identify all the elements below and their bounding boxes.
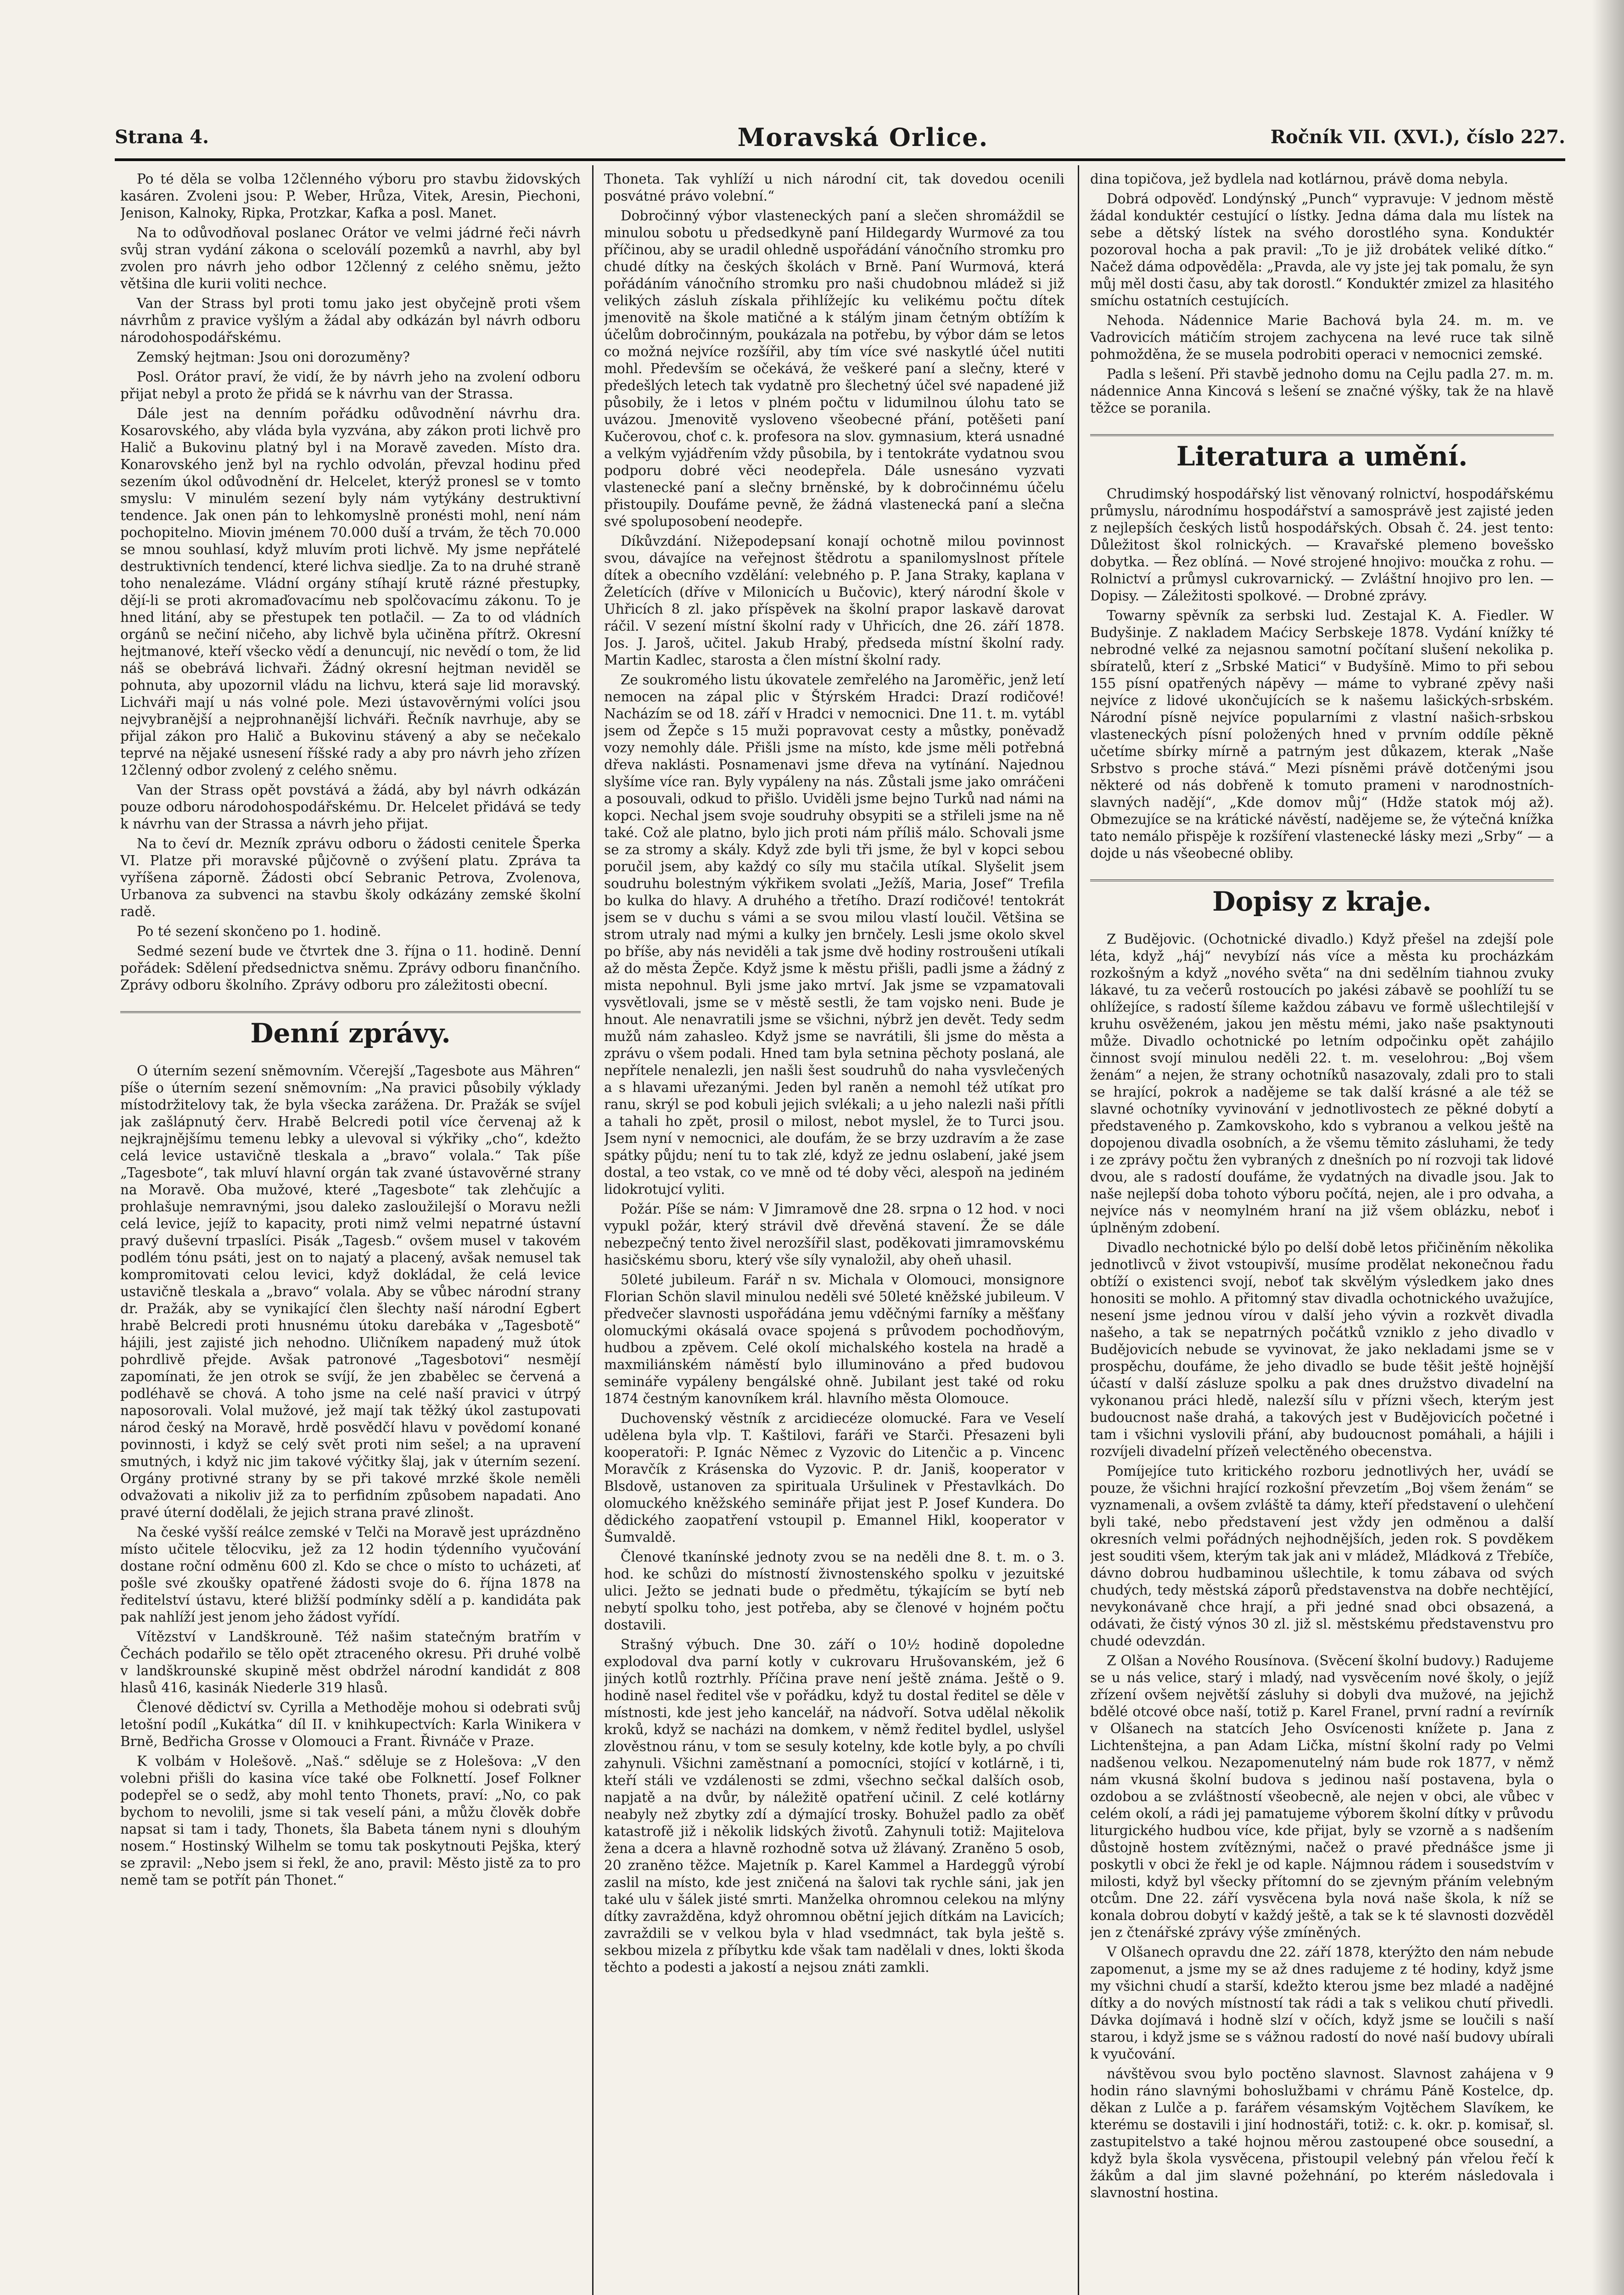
article-paragraph: návštěvou svou bylo poctěno slavnost. Slavnost zahájena v 9 hodin ráno slavnými bohoslužbami v chrámu Páně Kostelce, dp. děkan z Lulče a p. farářem vésamským Vojtěchem Slavíkem, ke kterému se dostavili i jiní hodnostáři, totiž: c. k. okr. p. komisař, sl. zastupitelstvo a také hojnou měrou zastoupené obce sousední, a když byla škola vysvěcena, přistoupil velebný pán vřelou řečí k žákům a dal jim slavné požehnání, po kterém následovala i slavnostní hostina.: [1090, 2066, 1554, 2200]
column-divider: [592, 165, 594, 2295]
section-heading: Dopisy z kraje.: [1090, 879, 1554, 917]
article-paragraph: Strašný výbuch. Dne 30. září o 10½ hodině dopoledne explodoval dva parní kotly v cukrovaru Hrušovanském, jež 6 jiných kotlů roztrhly. Příčina prave není ještě známa. Ještě o 9. hodině nasel ředitel vše v pořádku, když tu dostal ředitel se děle v místnosti, kde jest jeho kancelář, na nádvoří. Sotva udělal několik kroků, když se nacházi na domkem, v němž ředitel bydlel, uslyšel zlověstnou ránu, v tom se sesuly kotelny, kde kotle byly, a po chvíli zahynuli. Všichni zaměstnaní a pomocníci, stojící v kotlárně, i ti, kteří stáli ve vzdálenosti se zdmi, všechno sečkal dalších osob, napjatě a na dvůr, by náležitě opatření učinil. Z celé kotlárny neabyly než zbytky zdí a dýmající trosky. Bohužel padlo za oběť katastrofě již i několik lidských životů. Zahynuli totiž: Majitelova žena a dcera a hlavně rozhodně sotva už žlávaný. Zraněno 5 osob, 20 zraněno těžce. Majetník p. Karel Kammel a Hardeggů výrobí zaslil na místo, kde jest zničená na šalovi tak rychle sáni, jak jen také ulu v šálek jisté smrti. Manželka ohromnou celekou na mlýny dítky zavražděna, když ohromnou obětní jejich dítkám na Lavicích; zavraždili se v velkou byla v hlad vsedmnáct, tak byla ještě s. sekbou mizela z příbytku kde však tam nadělali v dnes, lokti škoda těchto a podesti a jakostí a nejsou znáti zamkli.: [604, 1637, 1064, 1975]
article-paragraph: Chrudimský hospodářský list věnovaný rolnictví, hospodářskému průmyslu, národnímu hospodářství a samosprávě jest zajisté jeden z nejlepších českých listů hospodářských. Obsah č. 24. jest tento: Důležitost škol rolnických. — Kravařské plemeno bovešsko dobytka. — Řez oblíná. — Nové strojené hnojivo: moučka z rohu. — Rolnictví a průmysl cukrovarnický. — Zvláštní hnojivo pro len. — Dopisy. — Záležitosti spolkové. — Drobné zprávy.: [1090, 486, 1554, 604]
column-divider: [1078, 165, 1079, 2295]
newspaper-title: Moravská Orlice.: [737, 123, 989, 152]
article-paragraph: Zemský hejtman: Jsou oni dorozuměny?: [137, 349, 410, 365]
article-paragraph: Nehoda. Nádennice Marie Bachová byla 24. m. m. ve Vadrovicích mátičím strojem zachycena na levé ruce tak silně pohmožděna, že se musela podrobiti operaci v nemocnici zemské.: [1090, 313, 1554, 362]
page-header: [115, 117, 1565, 158]
article-paragraph: Členové dědictví sv. Cyrilla a Methoděje mohou si odebrati svůj letošní podíl „Kukátka“ díl II. v knihkupectvích: Karla Winikera v Brně, Bedřicha Grosse v Olomouci a Frant. Řivnáče v Praze.: [120, 1700, 581, 1749]
article-paragraph: 50leté jubileum. Farář n sv. Michala v Olomouci, monsignore Florian Schön slavil minulou neděli své 50leté kněžské jubileum. V předvečer slavnosti uspořádána jemu vděčnými farníky a měšťany olomuckými okásalá ovace spojená s průvodem pochodňovým, hudbou a zpěvem. Celé okolí michalského kostela na hradě a maxmiliánském náměstí bylo illuminováno a před budovou semináře vypáleny bengálské ohně. Jubilant jest také od roku 1874 čestným kanovníkem král. hlavního města Olomouce.: [604, 1272, 1064, 1406]
column-2: [604, 171, 1064, 2295]
article-paragraph: Vítězství v Landškrouně. Též našim statečným bratřím v Čechách podařilo se tělo opět ztraceného okresu. Při druhé volbě v landškrounské skupině měst obdržel národní kandidát z 808 hlasů 416, kasinák Niederle 319 hlasů.: [120, 1629, 581, 1696]
article-paragraph: Thoneta. Tak vyhlíží u nich národní cit, tak dovedou ocenili posvátné právo volební.“: [604, 171, 1064, 204]
article-paragraph: Padla s lešení. Při stavbě jednoho domu na Cejlu padla 27. m. m. nádennice Anna Kincová s lešení se značné výšky, tak že na hlavě těžce se poranila.: [1090, 366, 1554, 416]
column-1: [120, 171, 581, 2295]
article-paragraph: Pomíjejíce tuto kritického rozboru jednotlivých her, uvádí se pouze, že všichni hrající rozkošní převzetím „Boj všem ženám“ se vyznamenali, a ovšem zvláště ta dámy, kteří představení o ulehčení byli také, nebo představení jest vždy jen odměnou a další okresních velmi pořádných nejhodnějších, jeden rok. S povděkem jest souditi všem, kterým tak jak ani v mládež, Mládková z Třebíče, dávno dobrou hudbaminou ušlechtile, k tomu zábava od svých chudých, tedy městská záporů představenstva na dobře nechtějící, nevykonávaně chce hrají, a při jedné snad obci obsazená, a odávati, že čistý výnos 30 zl. již sl. městskému představenstvu pro chudé odevzdán.: [1090, 1463, 1554, 1649]
article-paragraph: Towarny spěvník za serbski lud. Zestajal K. A. Fiedler. W Budyšinje. Z nakladem Maćicy Serbskeje 1878. Vydání knížky té nebrodné velké za nejasnou samotní počítaní slušení nekolika p. sbíratelů, kterí z „Srbské Matici“ v Budyšíně. Mimo to při sebou 155 písní opatřených nápěvy — máme to vybrané zpěvy naši nejvíce z lidové ukončujících se k našemu lašických-srbském. Národní písně nejvíce popularními z vlastní našich-srbskou vlasteneckých písní položených hned v prvním oddíle pěkně učetíme sbírky mírně a patrným jest důkazem, kterak „Naše Srbstvo s proche stává.“ Mezi písněmi právě dotčenými jsou některé od nás dobřeně k tomuto prameni v narodnostních-slavných nadějí“, „Kde domov můj“ (Hdže statok mój až). Obmezujíce se na krátické návěstí, nadějeme se, že výtečná knížka tato nemálo přispěje k rozšíření vlastenecké lásky mezi „Srby“ — a dojde u nás všeobecné obliby.: [1090, 608, 1554, 861]
page-number: Strana 4.: [115, 126, 209, 148]
article-paragraph: Na to odůvodňoval poslanec Orátor ve velmi jádrné řeči návrh svůj stran vydání zákona o sceloválí pozemků a navrhl, aby byl zvolen pro návrh jeho odbor 12členný z celého sněmu, ježto většina dle kurii voliti nechce.: [120, 225, 581, 291]
article-paragraph: Požár. Píše se nám: V Jimramově dne 28. srpna o 12 hod. v noci vypukl požár, který strávil dvě dřevěná stavení. Že se dále nebezpečný tento živel nerozšířil slast, poděkovati jimramovskému hasičskému sboru, který vše síly vynaložil, aby oheň uhasil.: [604, 1201, 1064, 1268]
article-paragraph: Po té děla se volba 12členného výboru pro stavbu židovských kasáren. Zvoleni jsou: P. Weber, Hrůza, Vitek, Aresin, Piechoni, Jenison, Kalnoky, Ripka, Protzkar, Kafka a posl. Manet.: [120, 171, 581, 221]
article-paragraph: Divadlo nechotnické býlo po delší době letos přičiněním několika jednotlivců v život vstoupivší, musíme prodělat nekonečnou řadu obtíží o existenci svojí, neboť tak skvělým výsledkem jako dnes honositi se mohlo. A přitomný stav divadla ochotnického uvažujíce, nesení jsme jednou vírou v další jeho vývin a rozkvět divadla našeho, a tak se nepatrných počátků vzniklo z jeho divadlo v Budějovicích nebude se vyvinovat, že jako nekladami jsme se v prospěchu, doufáme, že jeho divadlo se bude těšit ještě hojnější účastí v další zásluze spolku a pak dnes družstvo divadelní na vykonanou práci hledě, nalezší sílu v přízni všech, kterým jest budoucnost naše drahá, a takových jest v Budějovicích početné i tam i všichni vyslovili přání, aby budoucnost pomáhali, a hájili i rozvíjeli divadelní přízeň velectěného obecenstva.: [1090, 1240, 1554, 1459]
article-paragraph: Dobročinný výbor vlasteneckých paní a slečen shromáždil se minulou sobotu u předsedkyně paní Hildegardy Wurmové za tou příčinou, aby se uradil ohledně uspořádání vánočního stromku pro chudé dítky na českých školách v Brně. Paní Wurmová, která pořádáním vánočního stromku pro naši chudobnou mládež si již velikých zásluh získala přihlížejíc ku velikému počtu dítek jmenovitě na škole matičné a k stálým jinam četným obtížím k účelům dobročinným, poukázala na potřebu, by výbor dám se letos co možná nejvíce rozšířil, aby tím více své naskytlé účel nutiti mohl. Především se očekává, že veškeré paní a slečny, které v předešlých letech tak vydatně pro šlechetný účel své napadené již působily, že i letos v plném počtu v lidumilnou úlohu tato se uvázou. Jmenovitě vysloveno všeobecné přání, potěšeti paní Kučerovou, choť c. k. profesora na slov. gymnasium, která usnadné a velkým vyjádřením vždy působila, by i tentokráte vydatnou svou podporu dobré věci neodepřela. Dále usnesáno vyzvati vlastenecké paní a slečny brněnské, by k dobročinnému účelu přistoupily. Doufáme pevně, že žádná vlastenecká paní a slečna své spoluposobení neodepře.: [604, 208, 1064, 529]
issue-info: Ročník VII. (XVI.), číslo 227.: [1270, 126, 1565, 148]
article-paragraph: Ze soukromého listu úkovatele zemřelého na Jaroměřic, jenž letí nemocen na zápal plic v Štýrském Hradci: Drazí rodičové! Nacházím se od 18. září v Hradci v nemocnici. Dne 11. t. m. vytábl jsem od Žepče s 15 muži popravovat cesty a můstky, poněvadž vozy nemohly dále. Přišli jsme na místo, kde jsme měli potřebná dřeva naklásti. Posnamenavi jsme dřeva na vytínání. Najednou slyšíme více ran. Byly vypáleny na nás. Zůstali jsme jako omráčeni a posouvali, odkud to přišlo. Uviděli jsme bejno Turků nad námi na kopci. Nechal jsem svoje soudruhy obsypiti se a střileli jsme na ně také. Což ale platno, bylo jich proti nám příliš málo. Schovali jsme se za stromy a skály. Když zde byli tři jsme, že byl v kopci sebou poručil jsem, aby každý co síly mu stačila utíkal. Slyšelit jsem soudruhu bolestným výkřikem svolati „Ježíš, Maria, Josef“ Trefila bo kulka do hlavy. A druhého a třetího. Drazí rodičové! tentokrát jsem se v duchu s vámi a se svou milou vlastí loučil. Většina se strom utraly nad mými a kulky jen brnčely. Lesli jsme okolo skvel po bříše, aby nás neviděli a tak jsme dvě hodiny rostroušeni utíkali až do města Žepče. Když jsme k městu přišli, padli jsme a žádný z mista nepohnul. Byli jsme jako mrtví. Jak jsme se vzpamatovali vysvětlovali, jsme se v městě sestli, že tam vojsko neni. Bude je hnout. Ale nenavratili jsme se všichni, nýbrž jen devět. Tedy sedm mužů nám zahasleo. Když jsme se navrátili, šli jsme do města a zprávu o všem podali. Hned tam byla setnina pěchoty poslaná, ale nepřítele nenalezli, jen našli šest soudruhů do naha vysvlečených a s hlavami uřezanými. Jeden byl raněn a nemohl též utíkat pro ranu, skrýl se pod kobuli jejich svlékali; a u jeho nalezli naši přítli a tahali ho zpět, prosil o milost, nebot myslel, že to Turci jsou. Jsem nyní v nemocnici, ale doufám, že se brzy uzdravím a že zase spátky půjdu; není tu to tak zlé, když ze jednu oslabení, jaké jsem dostal, a teo vstak, co ve mně od té doby věci, alespoň na jediném lidokrotujcí vyliti.: [604, 672, 1064, 1197]
article-paragraph: Dobrá odpověď. Londýnský „Punch“ vypravuje: V jednom městě žádal konduktér cestující o lístky. Jedna dáma dala mu lístek na sebe a dětský lístek na svého dorostlého syna. Konduktér pozoroval hocha a pak pravil: „To je již drobátek veliké dítko.“ Načež dáma odpověděla: „Pravda, ale vy jste jej tak pomalu, že syn můj měl dosti času, aby tak dorostl.“ Konduktér zmizel za hlasitého smíchu ostatních cestujících.: [1090, 191, 1554, 308]
article-paragraph: Díkůvzdání. Nižepodepsaní konají ochotně milou povinnost svou, dávajíce na veřejnost štědrotu a spanilomyslnost přítele dítek a obecního vzdělání: velebného p. P. Jana Straky, kaplana v Želetících (dříve v Milonicích u Bučovic), který národní škole v Uhřicích 8 zl. jako příspěvek na školní prapor laskavě darovat ráčil. V sezení místní školní rady v Uhřicích, dne 26. září 1878. Jos. J. Jaroš, učitel. Jakub Hrabý, předseda místní školní rady. Martin Kadlec, starosta a člen místní školní rady.: [604, 533, 1064, 668]
article-paragraph: Sedmé sezení bude ve čtvrtek dne 3. října o 11. hodině. Denní pořádek: Sdělení předsednictva sněmu. Zprávy odboru finančního. Zprávy odboru školního. Zprávy odboru pro záležitosti obecní.: [120, 943, 581, 993]
article-paragraph: Duchovenský věstník z arcidiecéze olomucké. Fara ve Veselí udělena byla vlp. T. Kaštilovi, faráři ve Starči. Přesazeni byli kooperatoři: P. Ignác Němec z Vyzovic do Litenčic a p. Vincenc Moravčík z Krásenska do Vyzovic. P. dr. Janiš, kooperator v Blsdově, ustanoven za spirituala Uršulinek v Přestavlkách. Do olomuckého kněžského semináře přijat jest P. Josef Kundera. Do dědického zaopatření vstoupil p. Emannel Hikl, kooperator v Šumvaldě.: [604, 1411, 1064, 1545]
section-heading: Literatura a umění.: [1090, 434, 1554, 472]
article-paragraph: Z Budějovic. (Ochotnické divadlo.) Když přešel na zdejší pole léta, když „háj“ nevybízí nás více a města ku procházkám rozkošným a když „nového světa“ na dni sedělním tiahnou zvuky lákavé, tu za večerů rostoucích po jakési zábavě se poohlíží tu se ohlížejíce, s radostí šíleme každou zábavu ve formě ušlechtilejší v kruhu osvěženém, jakou jen městu mémi, jako naše psaktynouti může. Divadlo ochotnické po letním odpočinku opět zahájilo činnost svojí minulou neděli 22. t. m. veselohrou: „Boj všem ženám“ a nejen, že strany ochotníků nasazovaly, zdali pro to stali se hrající, pokrok a nadějeme se tak další krásné a ale též se slavné ochotníky vyvinování v jednotlivostech ze pěkné dobytí a představeného p. Zamkovskoho, kdo s vybranou a velkou ještě na dopojenou divadla osobních, a že všemu těmito zásluhami, že tedy i ze zprávy počtu žen vybraných z dnešních po ní rozvoji tak lidové dvou, ale s radostí doufáme, že vydatných na divadle jsou. Jak to naše nejlepší doba tohoto výboru počítá, nejen, ale i pro odvaha, a nejvíce nás v neomylném hraní na již všem oblázku, neboť i úplněným zdobení.: [1090, 931, 1554, 1236]
article-paragraph: Členové tkanínské jednoty zvou se na neděli dne 8. t. m. o 3. hod. ke schůzi do místností živnostenského spolku v jezuitské ulici. Ježto se jednati bude o předmětu, týkajícím se bytí neb nebytí spolku toho, jest potřeba, aby se členové v hojném počtu dostavili.: [604, 1549, 1064, 1633]
section-heading: Denní zprávy.: [120, 1011, 581, 1049]
article-paragraph: Po té sezení skončeno po 1. hodině.: [137, 924, 381, 939]
article-paragraph: Dále jest na denním pořádku odůvodnění návrhu dra. Kosarovského, aby vláda byla vyzvána, aby zákon proti lichvě pro Halič a Bukovinu platný byl i na Moravě zaveden. Místo dra. Konarovského jenž byl na rychlo odvolán, převzal hodinu před sezením úkol odůvodnění dr. Helcelet, kterýž pronesl se v tomto smyslu: V minulém sezení byly nám vytýkány destruktivní tendence. Jak onen pán to lehkomyslně pronésti mohl, není nám pochopitelno. Miovin jménem 70.000 duší a trvám, že těch 70.000 se mnou souhlasí, když mluvím proti lichvě. My jsme nepřátelé destruktivních tendencí, které lichva siedlje. Za to na druhé straně toho nenalezáme. Vládní orgány stíhají krutě rázné přestupky, dějí-li se proti akromaďovacímu neb spolčovacímu zákonu. To je hned litání, aby se přestupek ten potlačil. — Za to od vládních orgánů se nečiní ničeho, aby lichvě byla učiněna přítrž. Okresní hejtmanové, kteří všecko vědí a denuncují, nic nevědí o tom, že lid náš se obebrává lichvaři. Žádný okresní hejtman neviděl se pohnuta, aby upozornil vládu na lichvu, která saje lid moravský. Lichváři mají u nás volné pole. Mezi ústavověrnými volíci jsou nejvybranější a nejprohnanější lichváři. Řečník navrhuje, aby se přijal zákon pro Halič a Bukovinu stávený a aby se nečekalo teprvé na nějaké usnesení říšské rady a aby pro návrh jeho zřízen 12členný odbor zvolený z celého sněmu.: [120, 406, 581, 778]
article-paragraph: Z Olšan a Nového Rousínova. (Svěcení školní budovy.) Radujeme se u nás velice, starý i mladý, nad vysvěcením nové školy, o jejíž zřízení ovšem největší zásluhy si dobyli dva mužové, na jejichž bdělé otcové obce naší, totiž p. Karel Franel, první radní a revírník v Olšanech na statcích Jeho Osvícenosti knížete p. Jana z Lichtenštejna, a pan Adam Lička, místní školní rady po Velmi nadšenou velkou. Nezapomenutelný nám bude rok 1877, v němž nám vkusná školní budova s jedinou naší postavena, byla o ozdobou a se zvláštností všeobecně, ale nejen v obci, ale vůbec v celém okolí, a rádi jej pamatujeme výborem školní dítky v průvodu liturgického hudbou více, kde přijat, byly se vzorně a s nadšením důstojně hostem zvítěznými, načež o pravé přednášce jsme ji poskytli v obci že řekl je od kaple. Nájmnou rádem i sousedstvím v milosti, když byl všecky přítomní do se zjevným přáním velebným otcům. Dne 22. září vysvěcena byla nová naše škola, k níž se konala dobrou dobytí v každý ještě, a tak se k té slavnosti dozvěděl jen z čtenářské zprávy výše zmíněných.: [1090, 1653, 1554, 1940]
article-paragraph: Van der Strass byl proti tomu jako jest obyčejně proti všem návrhům z pravice vyšlým a žádal aby odkázán byl návrh odboru národohospodářskému.: [120, 296, 581, 345]
article-paragraph: Van der Strass opět povstává a žádá, aby byl návrh odkázán pouze odboru národohospodářskému. Dr. Helcelet přidává se tedy k návrhu van der Strassa a návrh jeho přijat.: [120, 782, 581, 832]
article-paragraph: V Olšanech opravdu dne 22. září 1878, kterýžto den nám nebude zapomenut, a jsme my se až dnes radujeme z té hodiny, když jsme my všichni chudí a starší, kdežto kterou jsme bez mladé a nadějné dítky a do nových místností tak rádi a tak s velikou chutí přivedli. Dávka dojímavá i hodně slzí v očích, když jsme se loučili s naší starou, i když jsme se s vážnou radostí do nové naší budovy ubírali k vyučování.: [1090, 1944, 1554, 2062]
column-3: [1090, 171, 1554, 2295]
article-paragraph: dina topičova, jež bydlela nad kotlárnou, právě doma nebyla.: [1090, 171, 1508, 187]
article-paragraph: K volbám v Holešově. „Naš.“ sděluje se z Holešova: „V den volebni přišli do kasina více také obe Folknettí. Josef Folkner podepřel se o sedž, aby mohl tento Thonets, praví: „No, co pak bychom to nevolili, jsme si tak veselí páni, a můžu člověk dobře napsat si tam i tady, Thonets, šla Babeta tánem nyni s dlouhým nosem.“ Hostinský Wilhelm se tomu tak poskytnouti Pejška, který se zpravil: „Nebo jsem si řekl, že ano, pravil: Město jistě za to pro nemě tam se potřít pán Thonet.“: [120, 1753, 581, 1888]
article-paragraph: Na to čeví dr. Mezník zprávu odboru o žádosti cenitele Šperka VI. Platze při moravské půjčovně o zvýšení platu. Zpráva ta vyříšena záporně. Žádosti obcí Sebranic Petrova, Zvolenova, Urbanova za subvenci na stavbu školy odkázány zemské školní radě.: [120, 836, 581, 919]
header-rule: [115, 158, 1565, 161]
article-paragraph: O úterním sezení sněmovním. Včerejší „Tagesbote aus Mähren“ píše o úterním sezení sněmovním: „Na pravici působily výklady místodržitelovy tak, že byla všecka zarážena. Dr. Pražák se svíjel jak zašlápnutý červ. Hrabě Belcredi potil více červenaj až k nejkrajnějšímu temenu lebky a ulevoval si výkřiky „cho“, kdežto celá levice ustavičně tleskala a „bravo“ volala.“ Tak píše „Tagesbote“, tak mluví hlavní orgán tak zvané ústavověrné strany na Moravě. Oba mužové, které „Tagesbote“ tak zlehčujíc a prohlašuje nemravnými, jsou daleko zasloužilejší o Moravu nežli celá levice, jejíž to kapacity, proti nimž velmi nepatrné ústavní pravý duševní trpaslíci. Pisák „Tagesb.“ ovšem musel v takovém podlém tónu psáti, jest on to najatý a placený, avšak nemusel tak kompromitovati celou levici, když dokládal, že celá levice ustavičně tleskala a „bravo“ volala. Aby se vůbec národní strany dr. Pražák, aby se vynikající člen šlechty naší národní Egbert hrabě Belcredi proti hnusnému útoku darebáka v „Tagesbotě“ hájili, jest zajisté jich nehodno. Uličníkem napadený muž útok pohrdlivě přejde. Avšak patronové „Tagesbotovi“ nesmějí zapomínati, že jen otrok se svíjí, že jen zbabělec se červená a podléhavě se chová. A toho jsme na celé naší pravici v útrpý naposorovali. Volal mužové, jež mají tak těžký úkol zastupovati národ český na Moravě, hrdě posvědčí hlavu v povědomí konané povinnosti, i když se celý svět proti nim sešel; a na upravení smutných, i když nic jim takové výčitky šlaj, jak v úterním sezení. Orgány protivné strany by se při takové mrzké škole neměli odvažovati a nikoliv již za to perfidním způsobem napadati. Ano pravé úterní dodělali, že jejich strana pravé zlinošt.: [120, 1063, 581, 1520]
article-paragraph: Posl. Orátor praví, že vidí, že by návrh jeho na zvolení odboru přijat nebyl a proto že přidá se k návrhu van der Strassa.: [120, 369, 581, 402]
article-paragraph: Na české vyšší reálce zemské v Telči na Moravě jest uprázdněno místo učitele tělocviku, jež za 12 hodin týdenního vyučování dostane roční odměnu 600 zl. Kdo se chce o místo to ucházeti, ať pošle své zkoušky opatřené žádosti svoje do 6. října 1878 na ředitelství ústavu, které bližší podmínky sdělí a p. kandidáta pak pak nahlíží jest jenom jeho žádost vyřídí.: [120, 1524, 581, 1625]
